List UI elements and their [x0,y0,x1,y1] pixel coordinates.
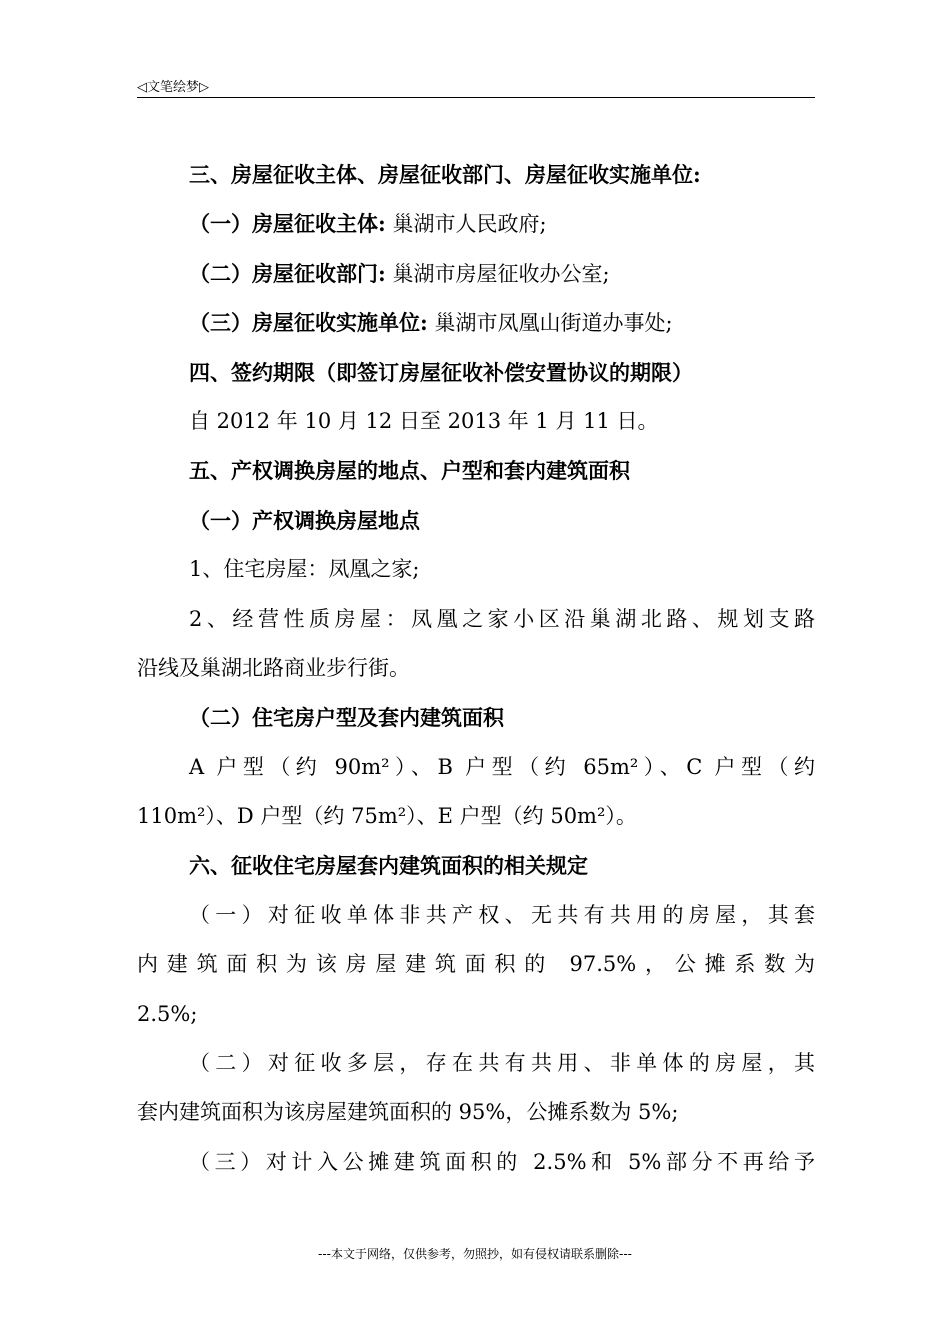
body-line [137,545,815,594]
subsection-heading [137,496,815,545]
line-text: 巢湖市房屋征收办公室; [392,261,610,286]
line-text: 内建筑面积为该房屋建筑面积的 97.5%，公摊系数为 [137,952,815,977]
subsection-line [137,249,815,298]
line-label: （二）房屋征收部门: [189,260,386,286]
line-text: A 户型（约 90m²）、B 户型（约 65m²）、C 户型（约 [189,754,815,779]
line-text: （一）产权调换房屋地点 [189,507,420,533]
line-text: 110m²）、D 户型（约 75m²）、E 户型（约 50m²）。 [137,804,637,829]
footer-text: ---本文于网络，仅供参考，勿照抄，如有侵权请联系删除--- [318,1247,632,1261]
section-heading-6 [137,841,815,890]
line-text: 三、房屋征收主体、房屋征收部门、房屋征收实施单位: [189,162,701,187]
line-text: 巢湖市人民政府; [392,212,547,237]
body-line [137,940,815,989]
body-line [137,1088,815,1137]
line-text: 巢湖市凤凰山街道办事处; [434,311,673,336]
body-line [137,792,815,841]
line-text: 五、产权调换房屋的地点、户型和套内建筑面积 [189,458,630,484]
line-text: 2.5%; [137,1001,198,1026]
body-line [137,1138,815,1187]
subsection-line [137,199,815,248]
line-text: （一）对征收单体非共产权、无共有共用的房屋，其套 [189,902,815,927]
line-label: （三）房屋征收实施单位: [189,310,428,336]
line-text: （二）住宅房户型及套内建筑面积 [189,705,504,731]
header-text: ◁文笔绘梦▷ [137,80,209,95]
page-footer [0,1245,950,1262]
line-text: 自 2012 年 10 月 12 日至 2013 年 1 月 11 日。 [189,408,659,433]
line-text: （三）对计入公摊建筑面积的 2.5%和 5%部分不再给予 [189,1149,815,1174]
line-text: 套内建筑面积为该房屋建筑面积的 95%，公摊系数为 5%; [137,1100,679,1125]
line-text: 六、征收住宅房屋套内建筑面积的相关规定 [189,853,588,879]
body-line [137,1039,815,1088]
line-text: 1、住宅房屋：凤凰之家; [189,557,420,582]
subsection-line [137,298,815,347]
line-text: 沿线及巢湖北路商业步行街。 [137,655,410,680]
body-line [137,644,815,693]
line-text: 2、经营性质房屋：凤凰之家小区沿巢湖北路、规划支路 [189,606,815,631]
line-text: （二）对征收多层，存在共有共用、非单体的房屋，其 [189,1051,815,1076]
document-body [137,150,815,1187]
section-heading-5 [137,446,815,495]
body-line [137,397,815,446]
line-text: 四、签约期限（即签订房屋征收补偿安置协议的期限） [189,359,693,385]
body-line [137,891,815,940]
body-line [137,743,815,792]
section-heading-3 [137,150,815,199]
page-header [137,74,815,98]
line-label: （一）房屋征收主体: [189,211,386,237]
section-heading-4 [137,348,815,397]
body-line [137,595,815,644]
header-rule [137,97,815,98]
subsection-heading [137,693,815,742]
body-line [137,990,815,1039]
